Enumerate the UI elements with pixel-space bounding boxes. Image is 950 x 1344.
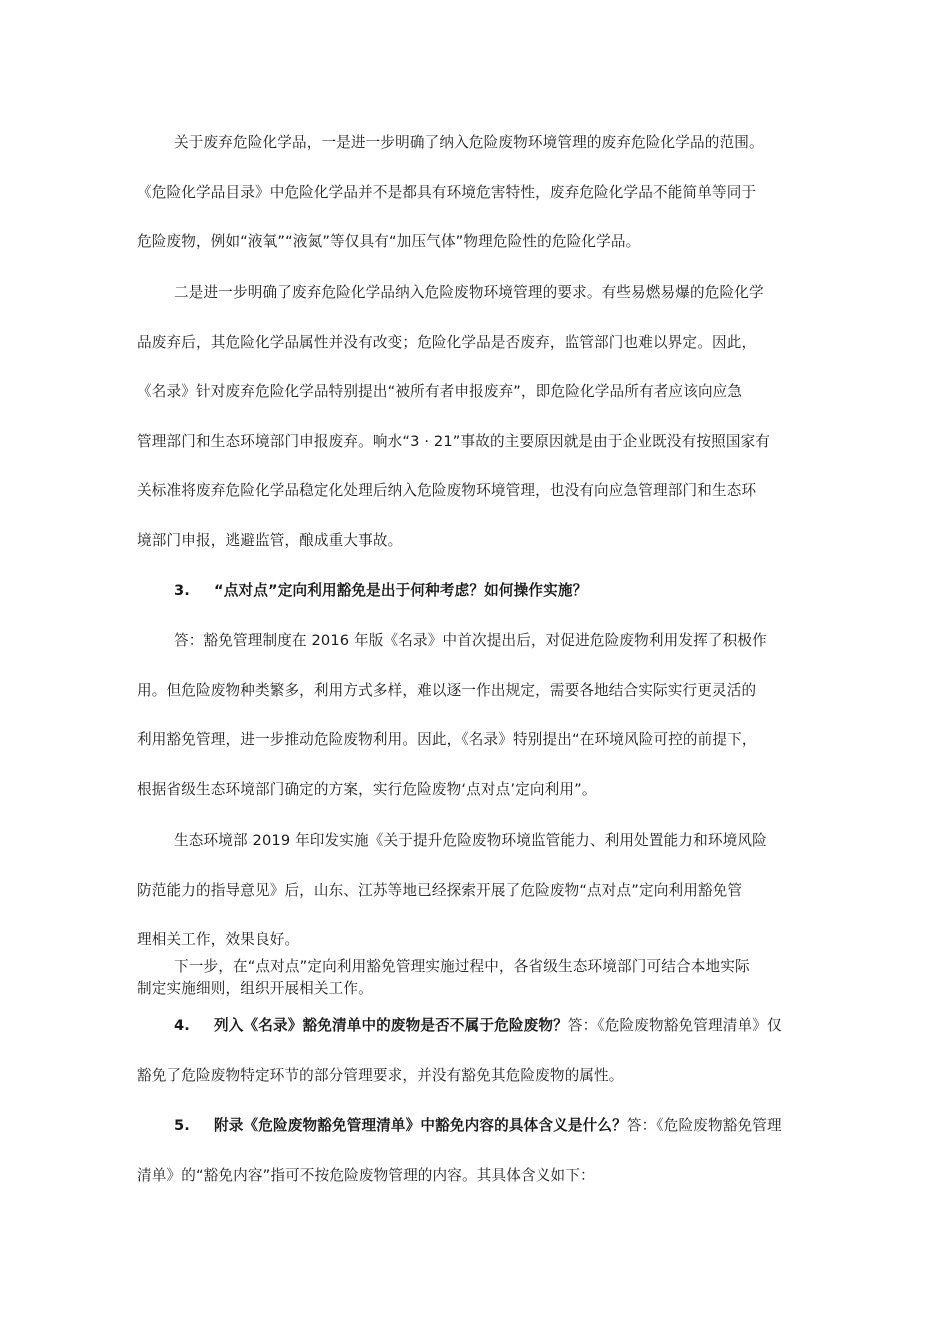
answer-text: 答：《危险废物豁免管理清单》仅 — [567, 1017, 782, 1034]
text-line: 清单》的“豁免内容”指可不按危险废物管理的内容。其具体含义如下： — [137, 1166, 595, 1184]
paragraph-ministry-guidance — [137, 831, 821, 954]
text-line: 关标准将废弃危险化学品稳定化处理后纳入危险废物环境管理，也没有向应急管理部门和生态环 — [137, 482, 757, 500]
text-line: 利用豁免管理，进一步推动危险废物利用。因此，《名录》特别提出“在环境风险可控的前提下， — [137, 731, 757, 749]
paragraph-abandoned-chemicals-scope — [137, 133, 821, 282]
text-line: 防范能力的指导意见》后，山东、江苏等地已经探索开展了危险废物“点对点”定向利用豁免管 — [137, 881, 743, 899]
text-line: 关于废弃危险化学品，一是进一步明确了纳入危险废物环境管理的废弃危险化学品的范围。 — [174, 134, 764, 151]
text-line: 品废弃后，其危险化学品属性并没有改变；危险化学品是否废弃，监管部门也难以界定。因此， — [137, 333, 757, 351]
question-text: “点对点”定向利用豁免是出于何种考虑？如何操作实施？ — [214, 582, 588, 599]
question-4-block — [137, 1016, 821, 1115]
text-line: 根据省级生态环境部门确定的方案，实行危险废物‘点对点’定向利用”。 — [137, 780, 597, 798]
text-line: 答：豁免管理制度在 2016 年版《名录》中首次提出后，对促进危险废物利用发挥了积极作 — [174, 632, 767, 649]
text-line: 境部门申报，逃避监管，酿成重大事故。 — [137, 531, 403, 549]
question-number: 5. — [174, 1117, 190, 1134]
text-line: 豁免了危险废物特定环节的部分管理要求，并没有豁免其危险废物的属性。 — [137, 1066, 624, 1084]
text-line: 管理部门和生态环境部门申报废弃。响水“3 · 21”事故的主要原因就是由于企业既没有按照国家有 — [137, 432, 771, 450]
text-line: 理相关工作，效果良好。 — [137, 931, 300, 949]
question-text: 列入《名录》豁免清单中的废物是否不属于危险废物？ — [214, 1017, 568, 1034]
text-line: 《危险化学品目录》中危险化学品并不是都具有环境危害特性，废弃危险化学品不能简单等同于 — [137, 183, 757, 201]
question-number: 4. — [174, 1017, 190, 1034]
text-line: 生态环境部 2019 年印发实施《关于提升危险废物环境监管能力、利用处置能力和环境风险 — [174, 832, 767, 849]
question-text: 附录《危险废物豁免管理清单》中豁免内容的具体含义是什么？ — [214, 1117, 627, 1134]
question-3-heading — [137, 581, 821, 631]
paragraph-next-step — [137, 956, 821, 1000]
text-line: 用。但危险废物种类繁多，利用方式多样，难以逐一作出规定，需要各地结合实际实行更灵活的 — [137, 681, 757, 699]
text-line: 下一步，在“点对点”定向利用豁免管理实施过程中，各省级生态环境部门可结合本地实际 — [174, 958, 750, 975]
answer-text: 答：《危险废物豁免管理 — [626, 1117, 782, 1134]
text-line: 制定实施细则，组织开展相关工作。 — [137, 980, 373, 997]
text-line: 《名录》针对废弃危险化学品特别提出“被所有者申报废弃”，即危险化学品所有者应该向应急 — [137, 383, 743, 401]
text-line: 二是进一步明确了废弃危险化学品纳入危险废物环境管理的要求。有些易燃易爆的危险化学 — [174, 284, 764, 301]
paragraph-abandoned-chemicals-requirements — [137, 283, 821, 581]
question-5-block — [137, 1116, 821, 1215]
paragraph-answer-3 — [137, 631, 821, 829]
question-number: 3. — [174, 582, 190, 599]
text-line: 危险废物，例如“液氧”“液氮”等仅具有“加压气体”物理危险性的危险化学品。 — [137, 233, 641, 251]
